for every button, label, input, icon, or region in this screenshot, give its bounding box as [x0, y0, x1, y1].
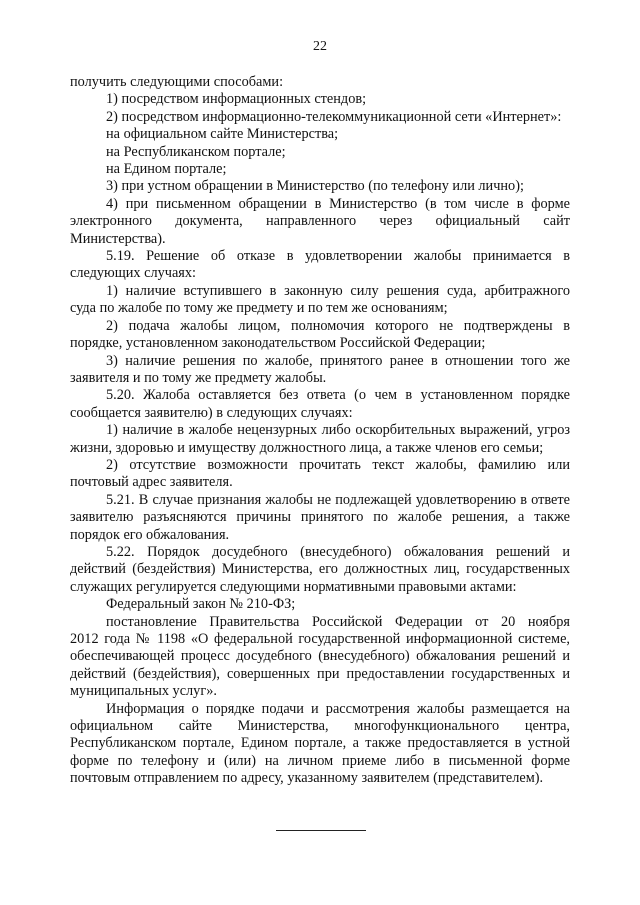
text-line: 5.20. Жалоба оставляется без ответа (о чем в установленном порядке: [106, 387, 570, 404]
text-line: сообщается заявителю) в следующих случаях:: [70, 404, 353, 421]
text-line: муниципальных услуг».: [70, 683, 217, 700]
text-line: на официальном сайте Министерства;: [106, 126, 339, 143]
text-line: следующих случаях:: [70, 265, 196, 282]
text-line: официальном сайте Министерства, многофункционального центра,: [70, 718, 570, 735]
text-line: почтовый адрес заявителя.: [70, 474, 233, 491]
text-line: 5.19. Решение об отказе в удовлетворении жалобы принимается в: [106, 248, 570, 265]
text-line: 2) отсутствие возможности прочитать текст жалобы, фамилию или: [106, 456, 570, 473]
document-body: [70, 74, 570, 788]
text-line: на Едином портале;: [106, 161, 227, 178]
text-line: 1) наличие вступившего в законную силу решения суда, арбитражного: [106, 282, 570, 299]
text-line: 5.22. Порядок досудебного (внесудебного) обжалования решений и: [106, 543, 570, 560]
text-line: порядок его обжалования.: [70, 526, 230, 543]
text-line: действий (бездействия) Министерства, его должностных лиц, государственных: [70, 561, 570, 578]
text-line: форме по телефону и (или) на личном приеме либо в письменной форме: [70, 752, 570, 769]
text-line: заявителю разъясняются причины принятого по жалобе решения, а также: [70, 509, 570, 526]
page-number: 22: [313, 39, 327, 54]
text-line: действий (бездействия), совершенных при предоставлении государственных и: [70, 665, 570, 682]
text-line: 2) посредством информационно-телекоммуникационной сети «Интернет»:: [106, 108, 562, 125]
text-line: Федеральный закон № 210-ФЗ;: [106, 596, 296, 613]
text-line: 2) подача жалобы лицом, полномочия которого не подтверждены в: [106, 317, 570, 334]
text-line: Республиканском портале, Едином портале, а также предоставляется в устной: [70, 735, 570, 752]
text-line: жизни, здоровью и имуществу должностного лица, а также членов его семьи;: [70, 439, 544, 456]
text-line: 1) наличие в жалобе нецензурных либо оскорбительных выражений, угроз: [106, 422, 570, 439]
text-line: служащих регулируется следующими нормативными правовыми актами:: [70, 578, 517, 595]
text-line: 4) при письменном обращении в Министерство (в том числе в форме: [106, 195, 570, 212]
text-line: постановление Правительства Российской Федерации от 20 ноября: [106, 613, 570, 630]
text-line: суда по жалобе по тому же предмету и по тем же основаниям;: [70, 300, 448, 317]
text-line: заявителя и по тому же предмету жалобы.: [70, 369, 327, 386]
text-line: 5.21. В случае признания жалобы не подлежащей удовлетворению в ответе: [106, 491, 570, 508]
text-line: электронного документа, направленного через официальный сайт: [70, 213, 570, 230]
end-rule: [276, 830, 366, 831]
text-line: 2012 года № 1198 «О федеральной государственной информационной системе,: [70, 631, 570, 647]
text-line: Информация о порядке подачи и рассмотрения жалобы размещается на: [106, 700, 570, 717]
text-line: почтовым отправлением по адресу, указанному заявителем (представителем).: [70, 770, 544, 787]
text-line: Министерства).: [70, 230, 166, 247]
text-line: обеспечивающей процесс досудебного (внесудебного) обжалования решений и: [70, 648, 570, 665]
text-line: 3) при устном обращении в Министерство (по телефону или лично);: [106, 178, 524, 195]
text-line: 1) посредством информационных стендов;: [106, 91, 367, 108]
text-line: получить следующими способами:: [70, 74, 284, 90]
text-line: 3) наличие решения по жалобе, принятого ранее в отношении того же: [106, 352, 570, 369]
text-line: на Республиканском портале;: [106, 143, 286, 160]
text-line: порядке, установленном законодательством Российской Федерации;: [70, 335, 486, 352]
